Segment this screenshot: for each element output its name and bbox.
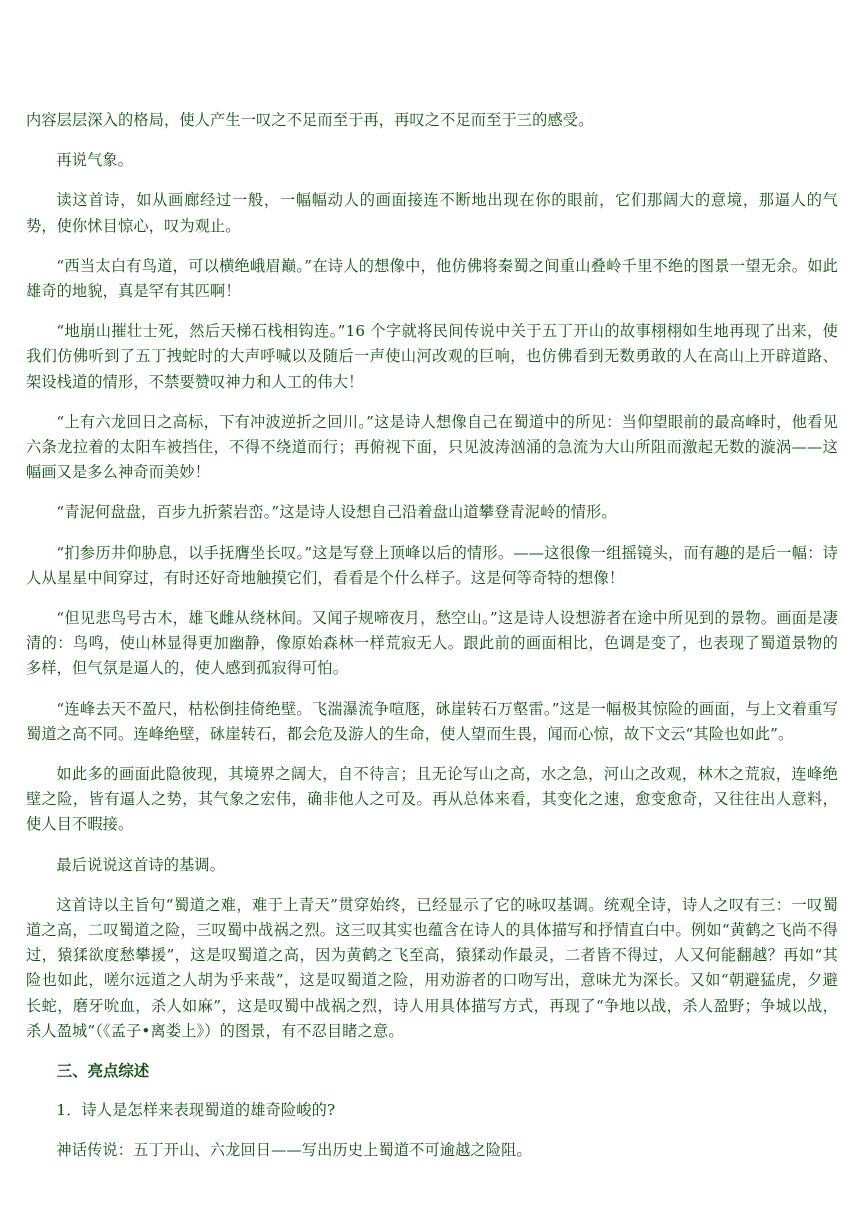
paragraph-jidiao-intro: 最后说说这首诗的基调。 (56, 855, 226, 874)
paragraph-wuding: “地崩山摧壮士死，然后天梯石栈相钩连。”16 个字就将民间传说中关于五丁开山的故事栩栩如生地再现了出来，使我们仿佛听到了五丁拽蛇时的大声呼喊以及随后一声使山河改观的巨响，也仿佛看到无数勇敢的人在高山上开辟道路、架设栈道的情形，不禁要赞叹神力和人工的伟大！ (26, 322, 838, 391)
paragraph-niaodao: “西当太白有鸟道，可以横绝峨眉巅。”在诗人的想像中，他仿佛将秦蜀之间重山叠岭千里不绝的图景一望无余。如此雄奇的地貌，真是罕有其匹啊！ (26, 256, 838, 301)
paragraph-summary: 如此多的画面此隐彼现，其境界之阔大，自不待言；且无论写山之高，水之急，河山之改观，林木之荒寂，连峰绝壁之险，皆有逼人之势，其气象之宏伟，确非他人之可及。再从总体来看，其变化之速，愈变愈奇，又往往出人意料，使人目不暇接。 (26, 765, 838, 834)
answer-item: 神话传说：五丁开山、六龙回日——写出历史上蜀道不可逾越之险阻。 (56, 1141, 532, 1160)
paragraph-beiniao: “但见悲鸟号古木，雄飞雌从绕林间。又闻子规啼夜月，愁空山。”这是诗人设想游者在途中所见到的景物。画面是凄清的：鸟鸣，使山林显得更加幽静，像原始森林一样荒寂无人。跟此前的画面相比，色调是变了，也表现了蜀道景物的多样，但气氛是逼人的，使人感到孤寂得可怕。 (26, 609, 838, 678)
paragraph-continuation: 内容层层深入的格局，使人产生一叹之不足而至于再，再叹之不足而至于三的感受。 (26, 111, 594, 129)
document-page (26, 108, 838, 1179)
paragraph-qingni: “青泥何盘盘，百步九折萦岩峦。”这是诗人设想自己沿着盘山道攀登青泥岭的情形。 (56, 503, 617, 522)
question-item: 1．诗人是怎样来表现蜀道的雄奇险峻的? (56, 1101, 336, 1120)
paragraph-liulong: “上有六龙回日之高标，下有冲波逆折之回川。”这是诗人想像自己在蜀道中的所见：当仰望眼前的最高峰时，他看见六条龙拉着的太阳车被挡住，不得不绕道而行；再俯视下面，只见波涛汹涌的急流为大山所阻而激起无数的漩涡——这幅画又是多么神奇而美妙！ (26, 412, 838, 482)
paragraph-lianfeng: “连峰去天不盈尺，枯松倒挂倚绝壁。飞湍瀑流争喧豗，砯崖转石万壑雷。”这是一幅极其惊险的画面，与上文着重写蜀道之高不同。连峰绝壁，砯崖转石，都会危及游人的生命，使人望而生畏，闻而心惊，故下文云“其险也如此”。 (26, 699, 838, 743)
section-heading: 三、亮点综述 (56, 1062, 150, 1081)
paragraph-gallery: 读这首诗，如从画廊经过一般，一幅幅动人的画面接连不断地出现在你的眼前，它们那阔大的意境，那逼人的气势，使你怵目惊心，叹为观止。 (26, 191, 838, 235)
paragraph-jidiao: 这首诗以主旨句“蜀道之难，难于上青天”贯穿始终，已经显示了它的咏叹基调。统观全诗，诗人之叹有三：一叹蜀道之高，二叹蜀道之险，三叹蜀中战祸之烈。这三叹其实也蕴含在诗人的具体描写和抒情直白中。例如“黄鹤之飞尚不得过，猿猱欲度愁攀援”，这是叹蜀道之高，因为黄鹤之飞至高，猿猱动作最灵，二者皆不得过，人又何能翻越？再如“其险也如此，嗟尔远道之人胡为乎来哉”，这是叹蜀道之险，用劝游者的口吻写出，意味尤为深长。又如“朝避猛虎，夕避长蛇，磨牙吮血，杀人如麻”，这是叹蜀中战祸之烈，诗人用具体描写方式，再现了“争地以战，杀人盈野；争城以战，杀人盈城”（《孟子•离娄上》）的图景，有不忍目睹之意。 (26, 895, 838, 1040)
paragraph-qixiang-intro: 再说气象。 (56, 151, 134, 170)
paragraph-menshen: “扪参历井仰胁息，以手抚膺坐长叹。”这是写登上顶峰以后的情形。——这很像一组摇镜头，而有趣的是后一幅：诗人从星星中间穿过，有时还好奇地触摸它们，看看是个什么样子。这是何等奇特的想像！ (26, 543, 838, 587)
